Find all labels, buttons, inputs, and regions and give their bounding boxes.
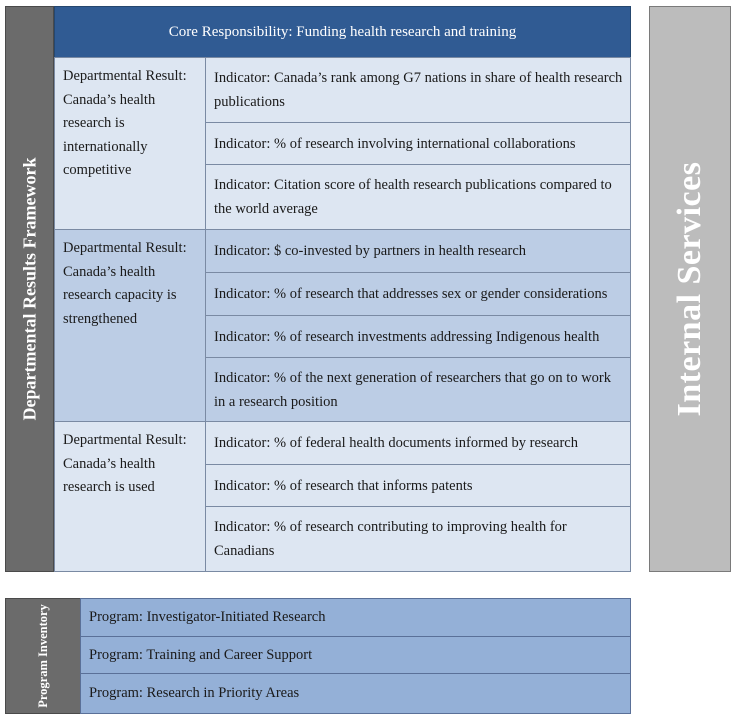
indicator-1-1 [205,57,631,123]
indicator-2-2 [205,272,631,316]
indicator-2-1 [205,229,631,273]
indicator-3-1 [205,421,631,465]
indicator-text: Indicator: % of research that addresses sex or gender considerations [214,286,608,302]
internal-services-label: Internal Services [671,161,708,417]
indicator-text: Indicator: % of research investments addressing Indigenous health [214,328,600,345]
program-3 [80,673,631,714]
program-text: Program: Investigator-Initiated Research [89,609,326,625]
program-text: Program: Training and Career Support [89,646,313,663]
program-2 [80,636,631,674]
indicator-text: Indicator: % of federal health documents informed by research [214,435,578,451]
program-1 [80,598,631,637]
indicator-text: Indicator: % of research contributing to improving health for Canadians [214,519,567,559]
indicator-1-3 [205,164,631,230]
framework-label: Departmental Results Framework [19,157,39,421]
program-inventory-bar [5,598,81,714]
indicator-text: Indicator: Canada’s rank among G7 nations in share of health research publications [214,70,623,110]
indicator-text: Indicator: % of research involving international collaborations [214,135,576,152]
indicator-text: Indicator: % of research that informs patents [214,477,473,494]
indicator-3-3 [205,506,631,572]
program-inventory-label: Program Inventory [36,604,50,708]
indicator-2-3 [205,315,631,358]
indicator-3-2 [205,464,631,507]
core-responsibility-text: Core Responsibility: Funding health research and training [168,23,517,40]
departmental-result-1: Departmental Result: Canada’s health research is internationally competitive [54,57,206,230]
indicator-text: Indicator: Citation score of health research publications compared to the world average [214,177,612,217]
internal-services-bar [649,6,731,572]
core-responsibility-header [54,6,631,58]
program-text: Program: Research in Priority Areas [89,685,300,701]
indicator-1-2 [205,122,631,165]
departmental-result-3: Departmental Result: Canada’s health research is used [54,421,206,572]
indicator-2-4 [205,357,631,422]
framework-side-bar [5,6,54,572]
indicator-text: Indicator: $ co-invested by partners in health research [214,243,527,259]
departmental-result-2: Departmental Result: Canada’s health research capacity is strengthened [54,229,206,422]
indicator-text: Indicator: % of the next generation of researchers that go on to work in a research position [214,369,611,410]
